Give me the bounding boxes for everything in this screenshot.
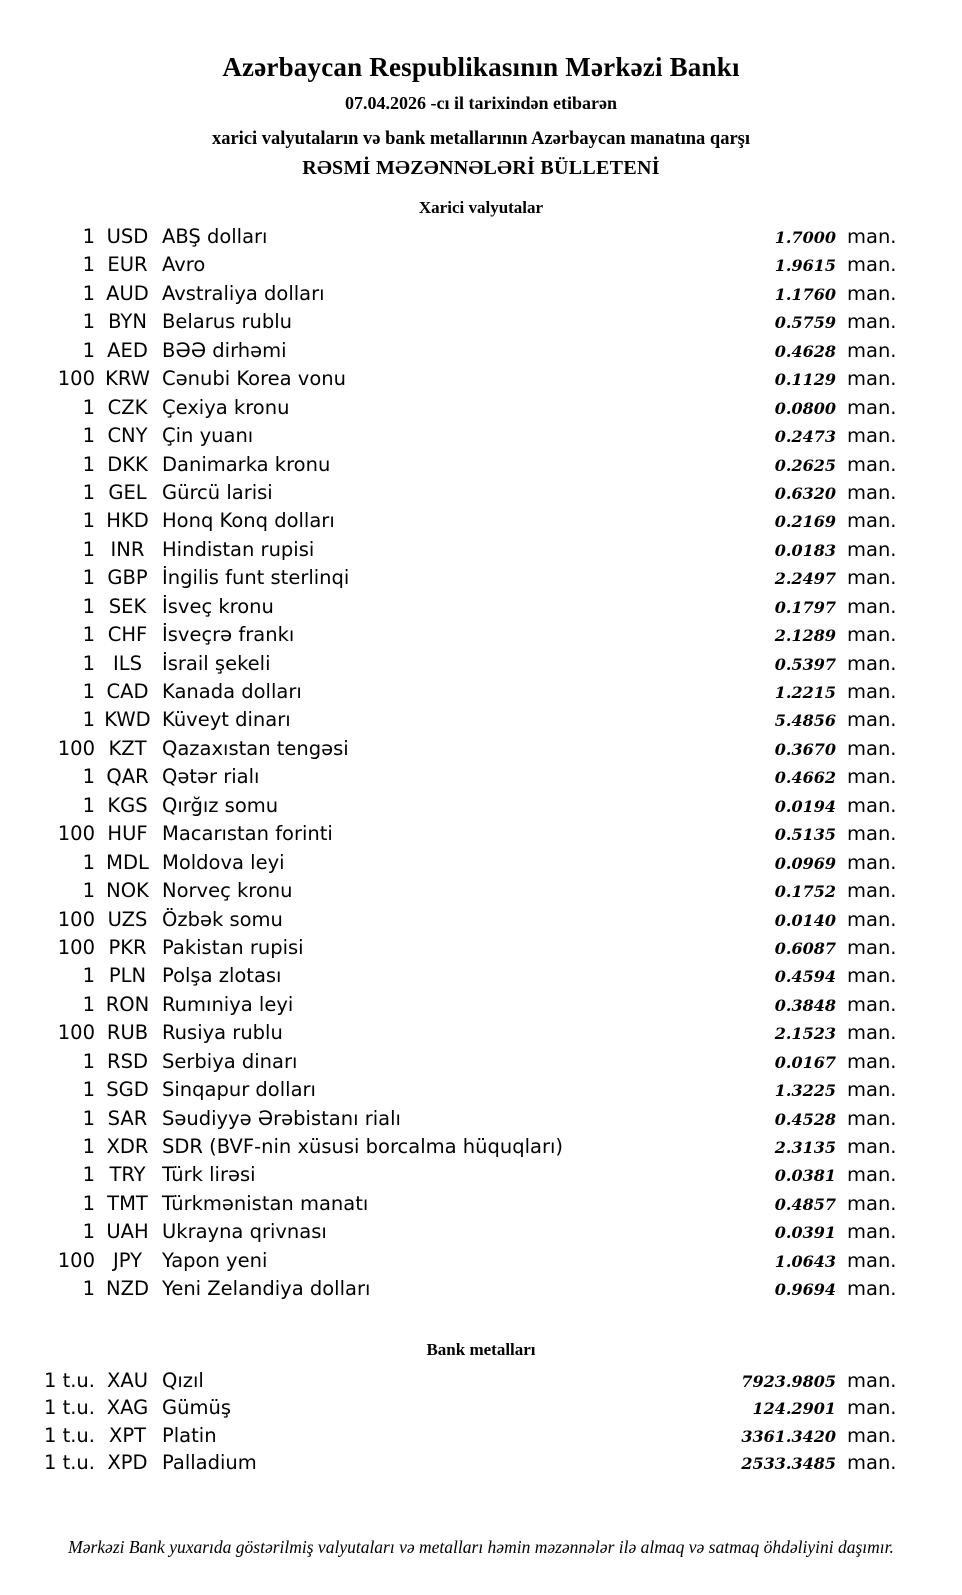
row-rate-value: 0.0194 [774,796,836,816]
row-unit-label: man. [847,338,897,362]
currency-row [0,1249,962,1277]
row-currency-code: NZD [106,1277,149,1301]
currency-row [0,737,962,765]
row-quantity: 100 [57,367,95,391]
row-currency-name: ABŞ dolları [162,225,268,248]
row-rate-value: 0.2473 [774,427,836,447]
row-currency-code: XDR [106,1135,149,1158]
row-rate-value: 0.4528 [774,1109,836,1129]
row-unit-label: man. [847,680,897,703]
row-currency-code: USD [106,225,149,248]
row-unit-label: man. [847,395,897,419]
row-currency-code: RSD [107,1049,148,1073]
currency-row [0,367,962,395]
row-currency-code: AUD [106,281,149,305]
row-rate-value: 0.1752 [774,882,836,902]
bulletin-title: RƏSMİ MƏZƏNNƏLƏRİ BÜLLETENİ [302,157,660,179]
row-currency-name: BƏƏ dirhəmi [162,338,287,362]
metal-row [0,1424,962,1452]
row-quantity: 100 [57,736,95,760]
metal-row [0,1369,962,1397]
row-currency-name: Danimarka kronu [162,452,331,476]
row-currency-name: Gürcü larisi [162,480,273,504]
row-quantity: 100 [57,1021,95,1045]
row-quantity: 1 [82,310,95,334]
row-unit-label: man. [847,566,897,590]
currency-row [0,424,962,452]
row-unit-label: man. [847,1021,897,1045]
row-currency-code: INR [110,537,145,561]
metals-table [0,1369,962,1479]
row-currency-code: AED [107,338,148,362]
row-currency-code: TMT [107,1191,148,1215]
row-unit-label: man. [847,1277,897,1301]
currency-row [0,908,962,936]
row-rate-value: 2.3135 [774,1138,836,1157]
row-rate-value: 0.4662 [774,768,836,788]
row-quantity: 1 t.u. [43,1423,95,1447]
row-quantity: 1 t.u. [43,1368,95,1392]
row-quantity: 1 [82,338,95,362]
row-currency-code: BYN [108,310,147,334]
row-rate-value: 0.5397 [774,654,836,674]
row-currency-code: EUR [107,253,148,277]
row-quantity: 1 [82,253,95,277]
row-quantity: 1 [82,1106,95,1130]
row-unit-label: man. [847,1220,897,1244]
row-currency-code: HKD [106,509,149,533]
row-currency-code: QAR [106,765,149,789]
row-currency-name: Avro [162,253,206,277]
currency-row [0,1163,962,1191]
row-quantity: 1 [82,395,95,419]
row-currency-code: XPT [108,1423,147,1447]
currency-row [0,993,962,1021]
row-currency-name: Avstraliya dolları [162,281,325,305]
row-currency-name: Çexiya kronu [162,395,290,419]
currency-row [0,822,962,850]
row-currency-name: Qazaxıstan tengəsi [162,736,349,760]
row-unit-label: man. [847,765,897,789]
row-rate-value: 0.6087 [774,938,836,958]
row-currency-name: Cənubi Korea vonu [162,367,346,391]
currency-row [0,964,962,992]
currency-row [0,1050,962,1078]
row-quantity: 1 [82,879,95,903]
row-rate-value: 0.4628 [774,341,836,361]
row-unit-label: man. [847,651,897,675]
row-currency-name: Səudiyyə Ərəbistanı rialı [162,1106,401,1130]
currency-row [0,509,962,537]
row-currency-code: SGD [106,1078,149,1102]
bulletin-subtitle: xarici valyutaların və bank metallarının Azərbaycan manatına qarşı [211,129,751,149]
row-rate-value: 0.5135 [774,825,836,845]
row-currency-name: İsrail şekeli [162,651,271,675]
row-currency-name: SDR (BVF-nin xüsusi borcalma hüquqları) [162,1135,564,1158]
currency-row [0,1107,962,1135]
row-rate-value: 0.3848 [774,995,836,1015]
currency-row [0,595,962,623]
row-currency-code: KGS [107,793,148,817]
row-unit-label: man. [847,253,897,277]
row-unit-label: man. [847,310,897,334]
row-rate-value: 0.0800 [774,398,836,418]
row-currency-name: Türk lirəsi [162,1163,256,1187]
row-currency-name: Türkmənistan manatı [162,1191,369,1215]
row-currency-name: Moldova leyi [162,850,285,874]
row-unit-label: man. [847,509,897,533]
row-quantity: 1 [82,680,95,703]
row-unit-label: man. [847,1396,897,1420]
row-currency-code: CZK [107,395,148,419]
row-quantity: 1 t.u. [43,1451,95,1475]
row-quantity: 1 [82,1049,95,1073]
row-rate-value: 2.1523 [774,1024,836,1044]
row-quantity: 1 [82,850,95,874]
row-currency-name: Palladium [162,1451,257,1475]
row-unit-label: man. [847,480,897,504]
row-quantity: 1 [82,793,95,817]
row-rate-value: 0.0381 [774,1166,836,1186]
row-currency-code: KRW [105,367,150,391]
currency-row [0,794,962,822]
currency-row [0,1021,962,1049]
row-quantity: 1 [82,1191,95,1215]
row-currency-code: JPY [113,1248,142,1272]
row-quantity: 1 [82,594,95,618]
currency-row [0,453,962,481]
row-rate-value: 0.0391 [774,1223,836,1243]
row-currency-code: CHF [107,623,148,647]
row-unit-label: man. [847,424,897,448]
row-quantity: 1 [82,623,95,647]
row-unit-label: man. [847,1248,897,1272]
row-unit-label: man. [847,879,897,903]
row-currency-code: SAR [107,1106,148,1130]
row-quantity: 1 [82,1277,95,1301]
row-rate-value: 0.5759 [774,313,836,333]
row-currency-code: NOK [106,879,149,903]
row-unit-label: man. [847,907,897,931]
currency-row [0,253,962,281]
row-rate-value: 124.2901 [752,1399,836,1419]
row-unit-label: man. [847,822,897,846]
row-unit-label: man. [847,1049,897,1073]
disclaimer-text: Mərkəzi Bank yuxarıda göstərilmiş valyutaları və metalları həmin məzənnələr ilə almaq və satmaq öhdəliyini daşımır. [68,1537,894,1557]
currency-row [0,396,962,424]
row-currency-name: Qırğız somu [162,793,279,817]
row-quantity: 1 [82,566,95,590]
row-quantity: 1 [82,480,95,504]
row-currency-name: Yeni Zelandiya dolları [162,1277,371,1301]
row-rate-value: 0.6320 [774,483,836,503]
row-unit-label: man. [847,1423,897,1447]
row-unit-label: man. [847,850,897,874]
row-currency-name: Gümüş [162,1396,231,1420]
row-rate-value: 3361.3420 [741,1426,836,1446]
row-currency-name: Norveç kronu [162,879,293,903]
row-currency-code: XAU [107,1368,148,1392]
row-unit-label: man. [847,1106,897,1130]
row-quantity: 1 [82,1220,95,1244]
row-rate-value: 0.9694 [774,1280,836,1300]
row-currency-code: SEK [108,594,147,618]
currency-row [0,1192,962,1220]
currency-row [0,708,962,736]
row-unit-label: man. [847,537,897,561]
row-unit-label: man. [847,736,897,760]
row-currency-name: İsveçrə frankı [162,623,295,647]
row-quantity: 1 [82,509,95,533]
row-unit-label: man. [847,708,897,732]
row-currency-code: CNY [107,424,148,448]
row-rate-value: 1.3225 [774,1081,836,1101]
row-currency-name: Küveyt dinarı [162,708,291,732]
row-quantity: 1 [82,1135,95,1158]
row-unit-label: man. [847,1451,897,1475]
row-unit-label: man. [847,281,897,305]
currency-row [0,680,962,708]
currency-row [0,481,962,509]
currency-row [0,282,962,310]
metal-row [0,1451,962,1479]
row-rate-value: 1.2215 [774,683,836,702]
row-currency-code: UZS [107,907,148,931]
row-rate-value: 0.4857 [774,1194,836,1214]
row-currency-code: PLN [108,964,147,988]
row-quantity: 100 [57,1248,95,1272]
row-quantity: 1 [82,424,95,448]
row-currency-name: Honq Konq dolları [162,509,335,533]
row-currency-name: Yapon yeni [162,1248,268,1272]
row-rate-value: 2.2497 [774,569,836,589]
row-currency-name: Macarıstan forinti [162,822,333,846]
row-currency-name: Rusiya rublu [162,1021,283,1045]
row-rate-value: 0.0167 [774,1052,836,1072]
row-currency-name: Ukrayna qrivnası [162,1220,327,1244]
row-unit-label: man. [847,594,897,618]
row-currency-name: Qətər rialı [162,765,260,789]
row-quantity: 1 [82,1163,95,1187]
row-unit-label: man. [847,964,897,988]
currency-row [0,1135,962,1163]
row-quantity: 1 [82,708,95,732]
metal-row [0,1396,962,1424]
row-currency-code: ILS [113,651,142,675]
row-currency-name: Hindistan rupisi [162,537,315,561]
row-quantity: 100 [57,935,95,959]
row-quantity: 1 [82,1078,95,1102]
row-currency-name: Qızıl [162,1368,204,1392]
row-currency-code: TRY [109,1163,146,1187]
row-unit-label: man. [847,225,897,248]
row-quantity: 1 [82,452,95,476]
currency-row [0,652,962,680]
row-quantity: 1 t.u. [43,1396,95,1420]
row-quantity: 1 [82,964,95,988]
row-unit-label: man. [847,623,897,647]
currency-row [0,623,962,651]
row-quantity: 1 [82,225,95,248]
row-quantity: 1 [82,651,95,675]
effective-date-line: 07.04.2026 -cı il tarixindən etibarən [345,93,617,113]
currency-row [0,1078,962,1106]
row-currency-name: Kanada dolları [162,680,302,703]
currency-row [0,339,962,367]
currency-row [0,879,962,907]
currencies-section-title: Xarici valyutalar [418,198,544,217]
row-currency-name: Pakistan rupisi [162,935,304,959]
currency-row [0,538,962,566]
row-currency-name: Sinqapur dolları [162,1078,316,1102]
page-title: Azərbaycan Respublikasının Mərkəzi Bankı [222,52,740,82]
row-currency-code: UAH [106,1220,149,1244]
row-currency-name: Çin yuanı [162,424,254,448]
row-currency-code: DKK [107,452,148,476]
row-currency-name: Özbək somu [162,907,283,931]
currency-row [0,225,962,253]
currency-table [0,225,962,1306]
row-quantity: 1 [82,537,95,561]
row-rate-value: 0.0140 [774,910,836,930]
row-quantity: 1 [82,992,95,1016]
row-currency-code: KWD [104,708,151,732]
row-rate-value: 0.2169 [774,512,836,532]
row-currency-name: Polşa zlotası [162,964,282,988]
row-currency-name: Platin [162,1423,217,1447]
row-quantity: 100 [57,907,95,931]
row-rate-value: 2.1289 [774,626,836,646]
row-rate-value: 1.7000 [774,228,836,247]
row-unit-label: man. [847,1368,897,1392]
currency-row [0,936,962,964]
row-rate-value: 7923.9805 [741,1371,836,1391]
row-currency-name: Serbiya dinarı [162,1049,298,1073]
row-rate-value: 0.2625 [774,455,836,475]
row-unit-label: man. [847,992,897,1016]
row-currency-name: İsveç kronu [162,594,274,618]
currency-row [0,1220,962,1248]
row-rate-value: 0.0183 [774,540,836,560]
row-currency-code: XPD [107,1451,148,1475]
row-rate-value: 0.1129 [774,370,836,390]
row-rate-value: 1.1760 [774,284,836,304]
row-rate-value: 1.0643 [774,1251,836,1271]
row-rate-value: 0.1797 [774,597,836,617]
row-currency-code: GEL [108,480,147,504]
row-currency-code: CAD [106,680,149,703]
row-currency-code: KZT [108,736,147,760]
row-currency-name: Rumıniya leyi [162,992,294,1016]
row-unit-label: man. [847,935,897,959]
row-unit-label: man. [847,367,897,391]
row-unit-label: man. [847,793,897,817]
row-quantity: 1 [82,765,95,789]
row-currency-name: İngilis funt sterlinqi [162,566,350,590]
row-currency-name: Belarus rublu [162,310,293,334]
row-rate-value: 0.0969 [774,853,836,873]
row-unit-label: man. [847,1135,897,1158]
row-quantity: 1 [82,281,95,305]
metals-section-title: Bank metalları [426,1339,536,1359]
row-rate-value: 5.4856 [774,711,836,731]
currency-row [0,765,962,793]
row-currency-code: RUB [106,1021,149,1045]
row-rate-value: 2533.3485 [741,1454,836,1474]
row-rate-value: 1.9615 [774,256,836,276]
currency-row [0,310,962,338]
row-currency-code: HUF [107,822,148,846]
row-rate-value: 0.3670 [774,739,836,759]
currency-row [0,851,962,879]
row-unit-label: man. [847,1191,897,1215]
row-rate-value: 0.4594 [774,967,836,987]
row-currency-code: RON [105,992,150,1016]
row-currency-code: PKR [108,935,147,959]
row-currency-code: GBP [107,566,148,590]
row-unit-label: man. [847,1163,897,1187]
currency-row [0,1277,962,1305]
row-quantity: 100 [57,822,95,846]
currency-row [0,566,962,594]
row-currency-code: MDL [106,850,149,874]
row-currency-code: XAG [106,1396,149,1420]
row-unit-label: man. [847,1078,897,1102]
row-unit-label: man. [847,452,897,476]
